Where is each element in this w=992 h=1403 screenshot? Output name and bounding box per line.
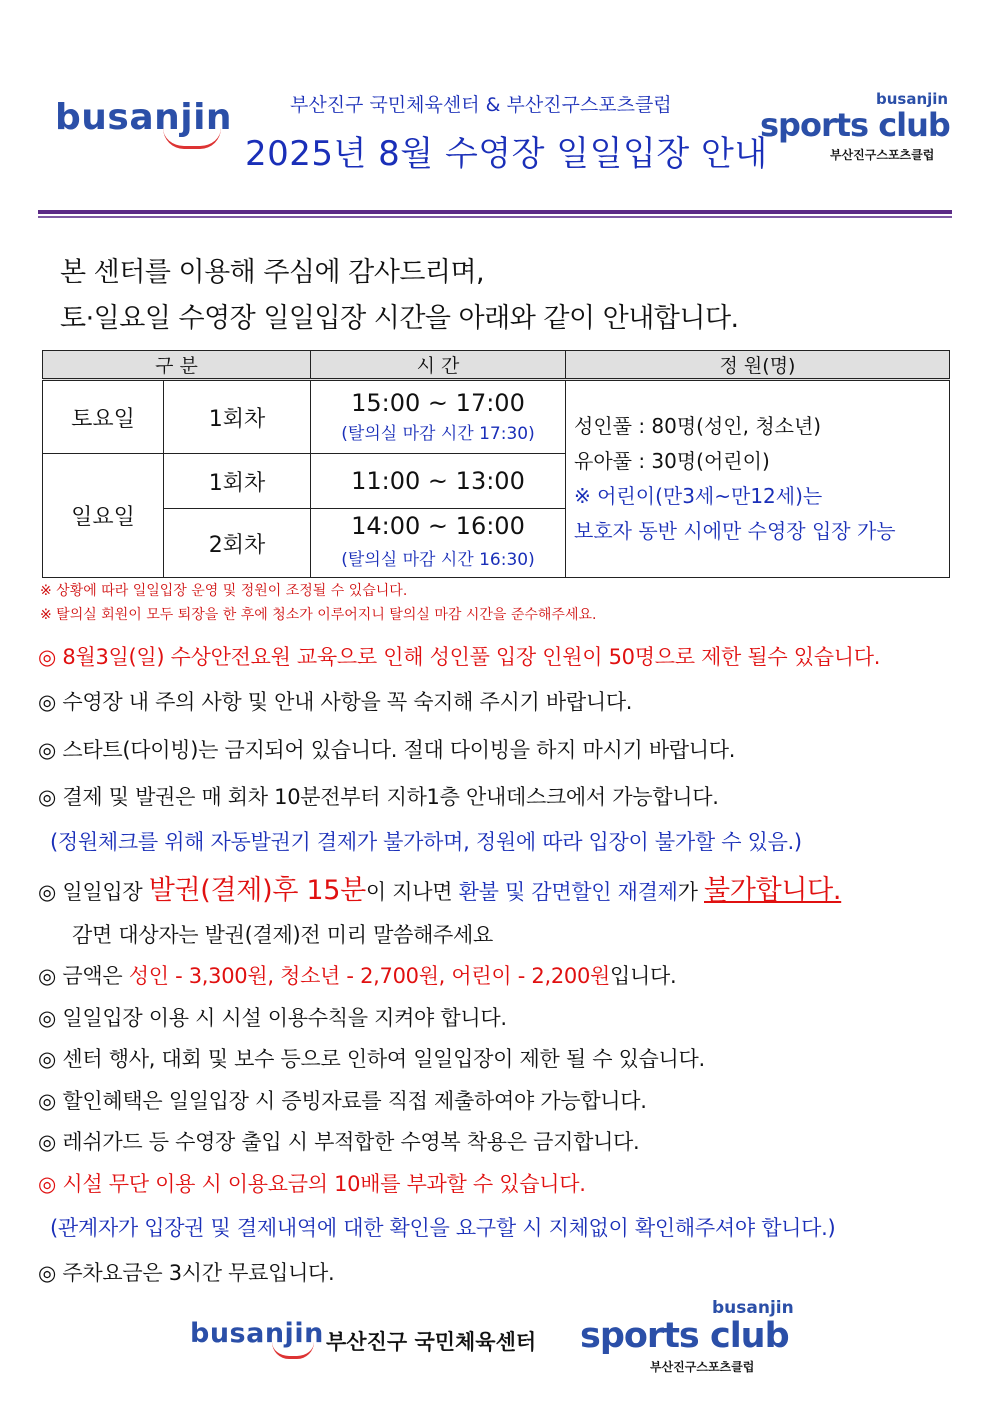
- notice-emphasis: 불가합니다.: [704, 875, 842, 906]
- locker-closing-note: (탈의실 마감 시간 17:30): [341, 424, 535, 444]
- notice-item: ◎ 스타트(다이빙)는 금지되어 있습니다. 절대 다이빙을 하지 마시기 바랍니다.: [38, 738, 736, 762]
- smile-mark: [272, 1342, 314, 1359]
- notice-text: 이 지나면: [365, 880, 459, 904]
- notice-item: ◎ 수영장 내 주의 사항 및 안내 사항을 꼭 숙지해 주시기 바랍니다.: [38, 690, 633, 714]
- notice-item: ◎ 8월3일(일) 수상안전요원 교육으로 인해 성인풀 입장 인원이 50명으로 제한 될수 있습니다.: [38, 645, 881, 669]
- warning-note: ※ 탈의실 회원이 모두 퇴장을 한 후에 청소가 이루어지니 탈의실 마감 시간을 준수해주세요.: [40, 607, 597, 623]
- notice-text: 입니다.: [610, 964, 677, 988]
- sportsclub-sub-text: 부산진구스포츠클럽: [830, 148, 935, 162]
- time-cell: [311, 509, 566, 578]
- footer-logo-busanjin: [190, 1318, 324, 1368]
- notice-item: ◎ 주차요금은 3시간 무료입니다.: [38, 1261, 335, 1285]
- notice-prices: 성인 - 3,300원, 청소년 - 2,700원, 어린이 - 2,200원: [128, 964, 611, 988]
- schedule-table: [42, 350, 950, 578]
- session-time: 14:00 ~ 16:00: [351, 512, 525, 540]
- busanjin-logo-text: busanjin: [55, 97, 233, 138]
- intro-line-2: 토·일요일 수영장 일일입장 시간을 아래와 같이 안내합니다.: [60, 303, 739, 334]
- capacity-adult: 성인풀 : 80명(성인, 청소년): [574, 414, 822, 438]
- capacity-kids: 유아풀 : 30명(어린이): [574, 449, 770, 473]
- notice-item: ◎ 결제 및 발권은 매 회차 10분전부터 지하1층 안내데스크에서 가능합니다.: [38, 785, 719, 809]
- notice-item: ◎ 센터 행사, 대회 및 보수 등으로 인하여 일일입장이 제한 될 수 있습니다.: [38, 1047, 705, 1071]
- notice-emphasis: 발권(결제)후 15분: [148, 875, 366, 906]
- notice-item: ◎ 할인혜택은 일일입장 시 증빙자료를 직접 제출하여야 가능합니다.: [38, 1089, 647, 1113]
- session-label: 2회차: [164, 509, 311, 578]
- table-header-row: [43, 351, 950, 380]
- busanjin-logo-text: busanjin: [190, 1318, 324, 1349]
- sportsclub-top-text: busanjin: [712, 1298, 794, 1318]
- footer-center-name: 부산진구 국민체육센터: [326, 1330, 537, 1354]
- warning-note: ※ 상황에 따라 일일입장 운영 및 정원이 조정될 수 있습니다.: [40, 583, 408, 599]
- header-divider-thin: [38, 216, 952, 218]
- header-category: 구 분: [43, 351, 311, 380]
- header-subtitle: 부산진구 국민체육센터 & 부산진구스포츠클럽: [290, 94, 672, 116]
- sportsclub-main-text: sports club: [580, 1316, 789, 1356]
- notice-item: ◎ 일일입장 이용 시 시설 이용수칙을 지켜야 합니다.: [38, 1006, 507, 1030]
- notice-item: [38, 868, 841, 907]
- smile-mark: [163, 128, 221, 149]
- notice-text: 가: [677, 880, 704, 904]
- page-title: 2025년 8월 수영장 일일입장 안내: [245, 134, 768, 174]
- notice-item: ◎ 시설 무단 이용 시 이용요금의 10배를 부과할 수 있습니다.: [38, 1172, 586, 1196]
- table-row: [43, 380, 950, 454]
- header-logo-busanjin: [55, 97, 233, 158]
- time-cell: [311, 380, 566, 454]
- header-time: 시 간: [311, 351, 566, 380]
- notice-subnote: (관계자가 입장권 및 결제내역에 대한 확인을 요구할 시 지체없이 확인해주셔야 합니다.): [50, 1216, 836, 1240]
- sportsclub-main-text: sports club: [760, 106, 950, 144]
- footer-logo-sportsclub: [580, 1298, 810, 1376]
- sportsclub-sub-text: 부산진구스포츠클럽: [650, 1360, 755, 1374]
- day-saturday: 토요일: [43, 380, 164, 454]
- notice-text: ◎ 일일입장: [38, 880, 149, 904]
- capacity-note-1: ※ 어린이(만3세~만12세)는: [574, 484, 823, 508]
- notice-item: ◎ 레쉬가드 등 수영장 출입 시 부적합한 수영복 착용은 금지합니다.: [38, 1130, 640, 1154]
- session-time: 15:00 ~ 17:00: [351, 389, 525, 417]
- header-logo-sportsclub: [760, 90, 950, 165]
- session-time: 11:00 ~ 13:00: [311, 454, 566, 509]
- notice-highlight: 환불 및 감면할인 재결제: [458, 880, 678, 904]
- session-label: 1회차: [164, 454, 311, 509]
- intro-line-1: 본 센터를 이용해 주심에 감사드리며,: [60, 257, 485, 288]
- capacity-note-2: 보호자 동반 시에만 수영장 입장 가능: [574, 519, 896, 543]
- header-capacity: 정 원(명): [566, 351, 950, 380]
- session-label: 1회차: [164, 380, 311, 454]
- notice-item: [38, 960, 676, 990]
- day-sunday: 일요일: [43, 454, 164, 578]
- locker-closing-note: (탈의실 마감 시간 16:30): [341, 550, 535, 570]
- notice-text: ◎ 금액은: [38, 964, 129, 988]
- notice-subnote: 감면 대상자는 발권(결제)전 미리 말씀해주세요: [72, 923, 494, 947]
- sportsclub-top-text: busanjin: [876, 90, 949, 108]
- notice-subnote: (정원체크를 위해 자동발권기 결제가 불가하며, 정원에 따라 입장이 불가할 수 있음.): [50, 830, 802, 854]
- header-divider: [38, 210, 952, 214]
- capacity-cell: [566, 380, 950, 578]
